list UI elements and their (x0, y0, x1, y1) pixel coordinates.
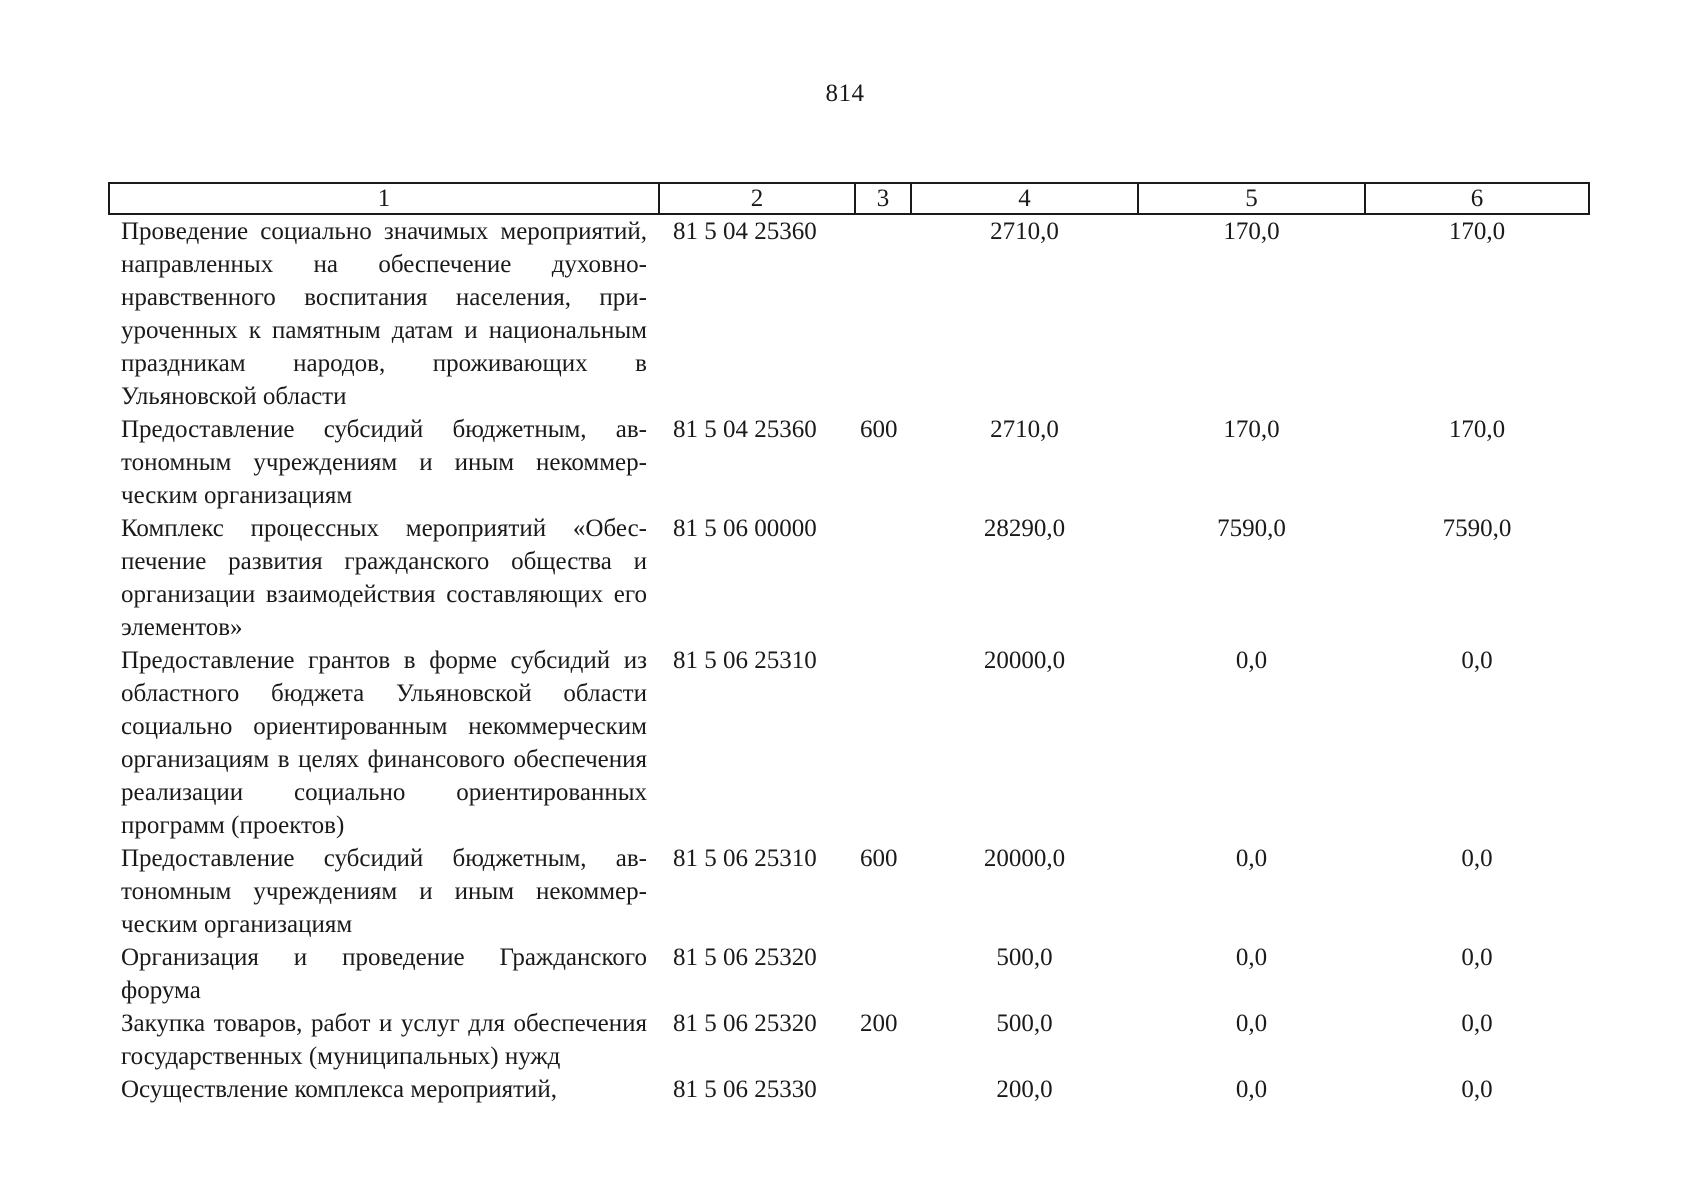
row-name: Комплекс процессных мероприятий «Обеспечение развития гражданского общества и организации взаимодействия составляющих его элементов» (121, 515, 647, 641)
row-expense-type (855, 512, 911, 644)
row-name: Предоставление субсидий бюджетным, автономным учреждениям и иным некоммерческим организациям (121, 416, 647, 509)
row-code: 81 5 06 25320 (673, 1010, 817, 1037)
row-value-col4: 28290,0 (983, 515, 1066, 542)
table-row (109, 413, 1589, 512)
row-expense-type (855, 1073, 911, 1106)
row-value-col4: 2710,0 (990, 416, 1059, 443)
table-row (109, 1073, 1589, 1106)
table-row (109, 644, 1589, 842)
table-row (109, 512, 1589, 644)
row-value-col5: 170,0 (1223, 416, 1280, 443)
row-value-col6: 170,0 (1448, 416, 1506, 443)
row-value-col6: 0,0 (1461, 647, 1493, 674)
row-code: 81 5 06 00000 (673, 515, 817, 542)
row-code: 81 5 06 25310 (673, 845, 817, 872)
header-col-5: 5 (1138, 183, 1365, 214)
row-value-col5: 0,0 (1235, 1076, 1268, 1103)
row-value-col5: 0,0 (1235, 1010, 1268, 1037)
row-value-col6: 170,0 (1448, 218, 1506, 245)
row-expense-type (855, 644, 911, 842)
row-code: 81 5 06 25330 (673, 1076, 817, 1103)
header-col-2: 2 (659, 183, 855, 214)
row-value-col4: 500,0 (996, 1010, 1053, 1037)
header-col-4: 4 (911, 183, 1138, 214)
header-col-6: 6 (1365, 183, 1589, 214)
row-expense-type: 600 (860, 416, 898, 443)
row-expense-type: 600 (860, 845, 898, 872)
row-code: 81 5 06 25310 (673, 647, 817, 674)
row-value-col4: 500,0 (996, 944, 1053, 971)
header-col-1: 1 (109, 183, 659, 214)
row-value-col5: 0,0 (1235, 647, 1268, 674)
row-value-col6: 0,0 (1461, 1010, 1493, 1037)
row-expense-type (855, 941, 911, 1007)
row-value-col4: 20000,0 (983, 845, 1066, 872)
table-row (109, 842, 1589, 941)
row-code: 81 5 04 25360 (673, 416, 817, 443)
row-value-col5: 7590,0 (1217, 515, 1286, 542)
table-row (109, 941, 1589, 1007)
page-number: 814 (825, 80, 865, 107)
row-expense-type (855, 214, 911, 413)
row-value-col4: 200,0 (996, 1076, 1053, 1103)
row-value-col5: 0,0 (1235, 845, 1268, 872)
header-col-3: 3 (855, 183, 911, 214)
table-row (109, 1007, 1589, 1073)
row-value-col5: 0,0 (1235, 944, 1268, 971)
row-code: 81 5 04 25360 (673, 218, 817, 245)
row-code: 81 5 06 25320 (673, 944, 817, 971)
budget-table (108, 182, 1590, 1106)
row-value-col4: 2710,0 (990, 218, 1059, 245)
table-header-row (109, 183, 1589, 214)
row-name: Предоставление субсидий бюджетным, автономным учреждениям и иным некоммерческим организациям (121, 845, 647, 938)
row-value-col6: 7590,0 (1442, 515, 1512, 542)
row-name: Предоставление грантов в форме субсидий из областного бюджета Ульяновской области социально ориентированным некоммерческим организациям в целях финансового обеспечения реализации социально ориентированных программ (проектов) (121, 647, 647, 839)
row-value-col4: 20000,0 (983, 647, 1066, 674)
row-name: Закупка товаров, работ и услуг для обеспечения государственных (муниципальных) нужд (121, 1010, 647, 1070)
row-name: Осуществление комплекса мероприятий, (121, 1076, 558, 1103)
row-name: Организация и проведение Гражданского форума (121, 944, 647, 1004)
row-expense-type: 200 (860, 1010, 898, 1037)
row-value-col6: 0,0 (1461, 845, 1493, 872)
row-value-col6: 0,0 (1461, 944, 1493, 971)
row-value-col6: 0,0 (1461, 1076, 1493, 1103)
row-name: Проведение социально значимых мероприятий, направленных на обеспечение духовно-нравственного воспитания населения, приуроченных к памятным датам и национальным праздникам народов, проживающих в Ульяновской области (121, 218, 647, 410)
table-row (109, 214, 1589, 413)
row-value-col5: 170,0 (1223, 218, 1280, 245)
